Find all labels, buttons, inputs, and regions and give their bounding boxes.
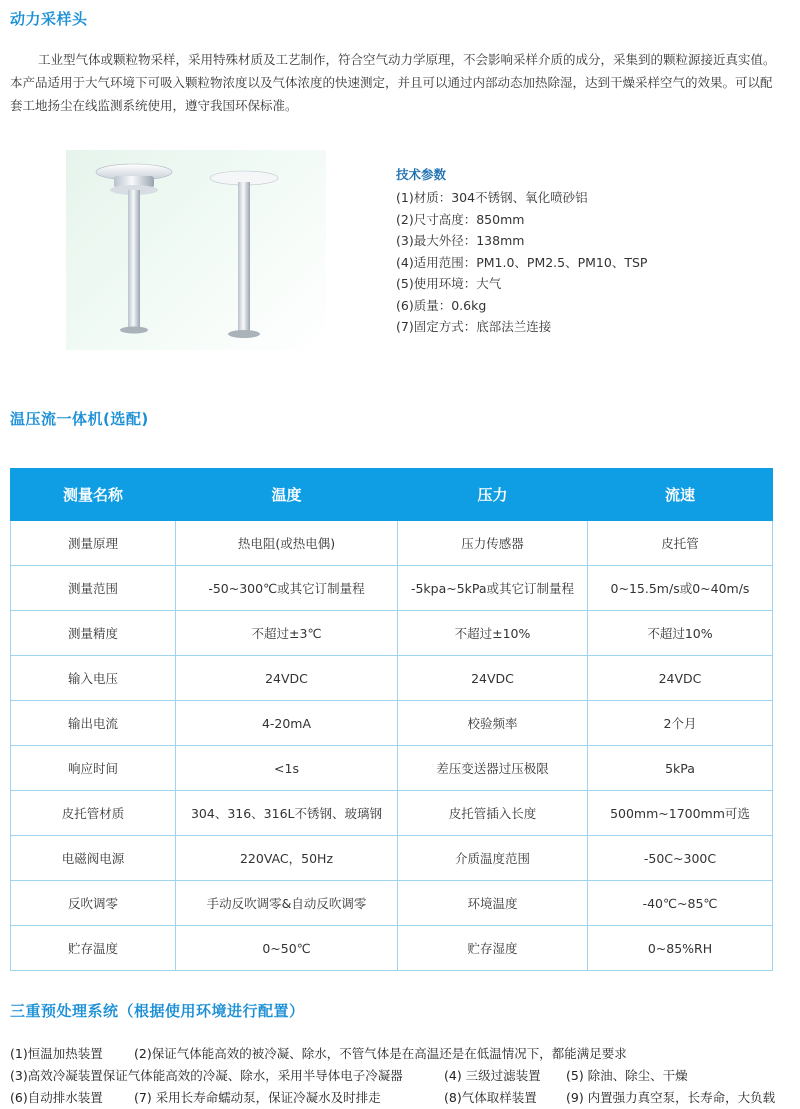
table-cell: 皮托管材质 bbox=[11, 791, 176, 836]
list-item: (3)高效冷凝装置保证气体能高效的冷凝、除水，采用半导体电子冷凝器 bbox=[10, 1068, 403, 1083]
table-row bbox=[11, 521, 773, 566]
table-row bbox=[11, 566, 773, 611]
list-line bbox=[10, 1065, 800, 1087]
table-cell: 500mm~1700mm可选 bbox=[588, 791, 773, 836]
spec-line: (1)材质：304不锈钢、氧化喷砂铝 bbox=[396, 190, 588, 205]
sampling-head-illustration bbox=[66, 150, 326, 350]
table-cell: 皮托管 bbox=[588, 521, 773, 566]
table-cell: 4-20mA bbox=[176, 701, 398, 746]
table-cell: 介质温度范围 bbox=[398, 836, 588, 881]
table-cell: -40℃~85℃ bbox=[588, 881, 773, 926]
list-item: (4) 三级过滤装置 bbox=[444, 1068, 541, 1083]
table-row bbox=[11, 881, 773, 926]
table-cell: 皮托管插入长度 bbox=[398, 791, 588, 836]
table-cell: 压力传感器 bbox=[398, 521, 588, 566]
tpf-spec-table bbox=[10, 468, 773, 971]
table-row bbox=[11, 791, 773, 836]
list-line bbox=[10, 1043, 800, 1065]
table-cell: <1s bbox=[176, 746, 398, 791]
table-cell: 24VDC bbox=[176, 656, 398, 701]
table-cell: 24VDC bbox=[398, 656, 588, 701]
table-cell: 反吹调零 bbox=[11, 881, 176, 926]
table-cell: 不超过±10% bbox=[398, 611, 588, 656]
section-title-sampling-head: 动力采样头 bbox=[10, 10, 88, 28]
table-cell: 输出电流 bbox=[11, 701, 176, 746]
list-item: (7) 采用长寿命蠕动泵，保证冷凝水及时排走 bbox=[134, 1090, 381, 1105]
table-cell: 不超过10% bbox=[588, 611, 773, 656]
spec-line: (5)使用环境：大气 bbox=[396, 276, 502, 291]
table-cell: -50~300℃或其它订制量程 bbox=[176, 566, 398, 611]
header-temperature: 温度 bbox=[176, 469, 398, 521]
table-cell: 0~15.5m/s或0~40m/s bbox=[588, 566, 773, 611]
table-cell: 输入电压 bbox=[11, 656, 176, 701]
table-cell: 2个月 bbox=[588, 701, 773, 746]
table-row bbox=[11, 926, 773, 971]
table-cell: 测量精度 bbox=[11, 611, 176, 656]
table-cell: 0~50℃ bbox=[176, 926, 398, 971]
table-cell: 24VDC bbox=[588, 656, 773, 701]
header-flow-speed: 流速 bbox=[588, 469, 773, 521]
table-cell: 热电阻(或热电偶) bbox=[176, 521, 398, 566]
header-pressure: 压力 bbox=[398, 469, 588, 521]
table-cell: 差压变送器过压极限 bbox=[398, 746, 588, 791]
table-row bbox=[11, 611, 773, 656]
table-cell: 测量范围 bbox=[11, 566, 176, 611]
table-row bbox=[11, 836, 773, 881]
list-item: (1)恒温加热装置 bbox=[10, 1046, 103, 1061]
spec-line: (2)尺寸高度：850mm bbox=[396, 211, 525, 227]
section-title-tpf-unit: 温压流一体机(选配) bbox=[10, 410, 149, 428]
spec-line: (6)质量：0.6kg bbox=[396, 297, 487, 313]
table-row bbox=[11, 656, 773, 701]
table-cell: 电磁阀电源 bbox=[11, 836, 176, 881]
table-cell: 304、316、316L不锈钢、玻璃钢 bbox=[176, 791, 398, 836]
spec-line: (3)最大外径：138mm bbox=[396, 233, 525, 248]
table-cell: 不超过±3℃ bbox=[176, 611, 398, 656]
pretreatment-list bbox=[10, 1043, 800, 1109]
table-cell: 220VAC，50Hz bbox=[176, 836, 398, 881]
list-item: (6)自动排水装置 bbox=[10, 1090, 103, 1105]
table-cell: 贮存湿度 bbox=[398, 926, 588, 971]
table-cell: -50C~300C bbox=[588, 836, 773, 881]
list-item: (2)保证气体能高效的被冷凝、除水，不管气体是在高温还是在低温情况下，都能满足要求 bbox=[134, 1046, 627, 1061]
table-row bbox=[11, 746, 773, 791]
table-cell: 0~85%RH bbox=[588, 926, 773, 971]
tech-specs bbox=[396, 165, 647, 338]
spec-line: (4)适用范围：PM1.0、PM2.5、PM10、TSP bbox=[396, 254, 648, 270]
tech-specs-title: 技术参数 bbox=[396, 167, 447, 182]
table-header-row bbox=[11, 469, 773, 521]
sampling-head-image bbox=[66, 150, 326, 350]
table-cell: 响应时间 bbox=[11, 746, 176, 791]
table-cell: 5kPa bbox=[588, 746, 773, 791]
list-item: (8)气体取样装置 bbox=[444, 1090, 537, 1105]
intro-paragraph: 工业型气体或颗粒物采样，采用特殊材质及工艺制作，符合空气动力学原理，不会影响采样介质的成分，采集到的颗粒源接近真实值。本产品适用于大气环境下可吸入颗粒物浓度以及气体浓度的快速测定，并且可以通过内部动态加热除湿，达到干燥采样空气的效果。可以配套工地扬尘在线监测系统使用，遵守我国环保标准。 bbox=[10, 52, 776, 113]
header-measure-name: 测量名称 bbox=[11, 469, 176, 521]
section-title-pretreatment: 三重预处理系统（根据使用环境进行配置） bbox=[10, 1002, 305, 1020]
table-cell: 校验频率 bbox=[398, 701, 588, 746]
table-row bbox=[11, 701, 773, 746]
table-cell: 测量原理 bbox=[11, 521, 176, 566]
table-cell: -5kpa~5kPa或其它订制量程 bbox=[398, 566, 588, 611]
table-cell: 贮存温度 bbox=[11, 926, 176, 971]
list-item: (5) 除油、除尘、干燥 bbox=[566, 1068, 688, 1083]
table-cell: 手动反吹调零&自动反吹调零 bbox=[176, 881, 398, 926]
spec-line: (7)固定方式：底部法兰连接 bbox=[396, 319, 552, 334]
table-cell: 环境温度 bbox=[398, 881, 588, 926]
list-item: (9) 内置强力真空泵，长寿命，大负载 bbox=[566, 1090, 776, 1105]
